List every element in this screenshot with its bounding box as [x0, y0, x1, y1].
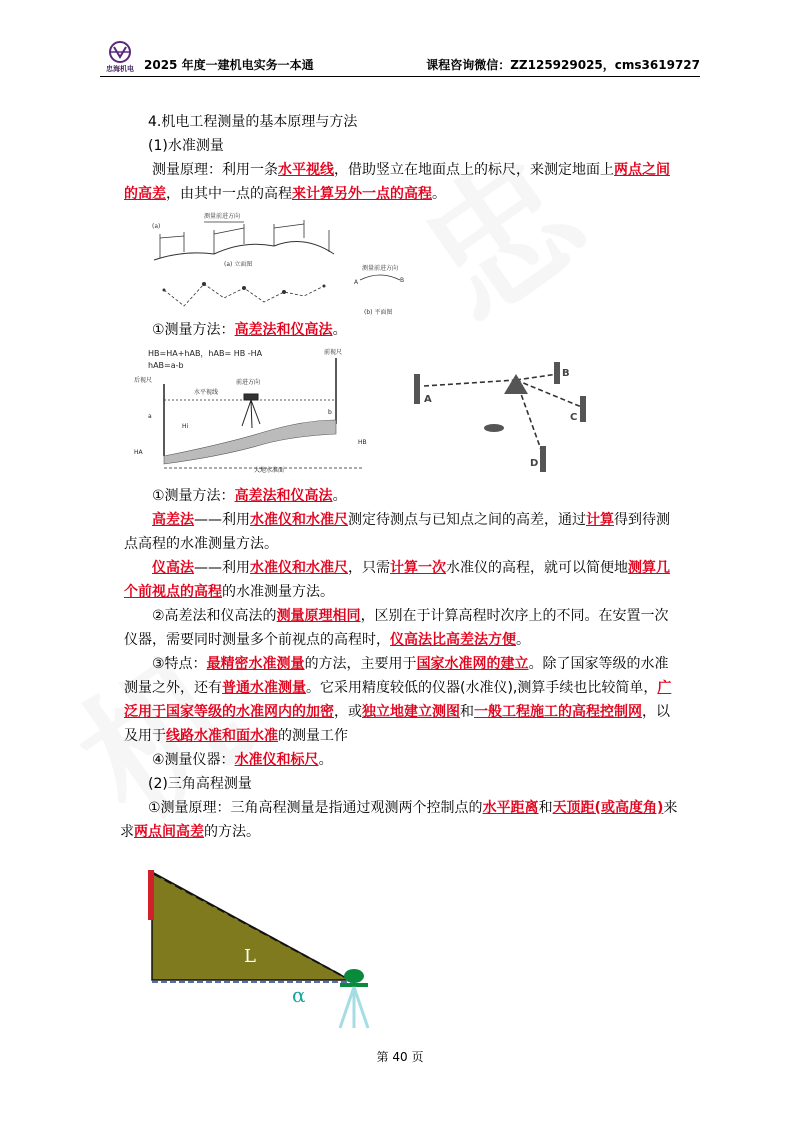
- instrument-height-paragraph: 仪高法——利用水准仪和水准尺，只需计算一次水准仪的高程，就可以简便地测算几个前视点的高程的水准测量方法。: [124, 560, 670, 600]
- svg-text:测量前进方向: 测量前进方向: [362, 265, 399, 272]
- header-contact: 课程咨询微信：ZZ125929025，cms3619727: [426, 58, 700, 72]
- svg-text:A: A: [354, 279, 359, 286]
- svg-text:(a): (a): [152, 223, 161, 230]
- height-difference-paragraph: 高差法——利用水准仪和水准尺测定待测点与已知点之间的高差，通过计算得到待测点高程的水准测量方法。: [124, 512, 670, 552]
- feature-paragraph: ③特点：最精密水准测量的方法，主要用于国家水准网的建立。除了国家等级的水准测量之外，还有普通水准测量。它采用精度较低的仪器(水准仪),测算手续也比较简单，广泛用于国家等级的水准网内的加密，或独立地建立测图和一般工程施工的高程控制网，以及用于线路水准和面水准的测量工作: [124, 656, 672, 744]
- svg-text:C: C: [570, 412, 578, 423]
- logo-text: 忠海机电: [106, 65, 134, 73]
- subsection-heading-2: (2)三角高程测量: [148, 776, 252, 792]
- svg-text:Hi: Hi: [182, 423, 189, 430]
- svg-text:hAB=a-b: hAB=a-b: [148, 361, 184, 370]
- height-difference-figure: [124, 344, 680, 484]
- svg-text:测量前进方向: 测量前进方向: [204, 213, 241, 220]
- svg-text:b: b: [328, 409, 332, 416]
- trig-principle-paragraph: ①测量原理：三角高程测量是指通过观测两个控制点的水平距离和天顶距(或高度角)来求两点间高差的方法。: [120, 800, 678, 840]
- page-number: 第 40 页: [376, 1050, 424, 1064]
- section-heading: 4.机电工程测量的基本原理与方法: [148, 114, 358, 130]
- method-paragraph-1: ①测量方法：高差法和仪高法。: [152, 322, 347, 338]
- instrument-paragraph: ④测量仪器：水准仪和标尺。: [152, 752, 333, 768]
- svg-text:前视尺: 前视尺: [324, 349, 343, 356]
- length-label: L: [244, 946, 256, 967]
- subsection-heading: (1)水准测量: [148, 138, 224, 154]
- svg-text:(a) 立面图: (a) 立面图: [224, 261, 253, 268]
- svg-text:D: D: [530, 458, 539, 469]
- logo: [100, 40, 140, 76]
- svg-text:A: A: [424, 394, 432, 405]
- svg-text:后视尺: 后视尺: [134, 377, 153, 384]
- method-paragraph-2: ①测量方法：高差法和仪高法。: [152, 488, 347, 504]
- svg-text:B: B: [562, 368, 570, 379]
- svg-text:水平视线: 水平视线: [194, 389, 219, 396]
- principle-paragraph: 测量原理：利用一条水平视线，借助竖立在地面点上的标尺，来测定地面上两点之间的高差，由其中一点的高程来计算另外一点的高程。: [124, 162, 670, 202]
- svg-text:(b) 平面图: (b) 平面图: [364, 309, 393, 316]
- trigonometric-figure: [140, 864, 390, 1034]
- page-header: [100, 40, 700, 77]
- comparison-paragraph: ②高差法和仪高法的测量原理相同，区别在于计算高程时次序上的不同。在安置一次仪器，需要同时测量多个前视点的高程时，仪高法比高差法方便。: [124, 608, 669, 648]
- svg-text:B: B: [400, 277, 405, 284]
- svg-text:HB: HB: [358, 439, 367, 446]
- svg-text:大地水准面: 大地水准面: [254, 467, 285, 474]
- svg-text:a: a: [148, 413, 152, 420]
- angle-label: α: [292, 983, 306, 1007]
- main-content: [120, 110, 680, 844]
- leveling-route-figure: [124, 210, 680, 318]
- svg-text:HA: HA: [134, 449, 143, 456]
- svg-text:HB=HA+hAB，hAB= HB -HA: HB=HA+hAB，hAB= HB -HA: [148, 349, 263, 358]
- svg-text:前进方向: 前进方向: [236, 379, 261, 386]
- header-title: 2025 年度一建机电实务一本通: [144, 58, 314, 72]
